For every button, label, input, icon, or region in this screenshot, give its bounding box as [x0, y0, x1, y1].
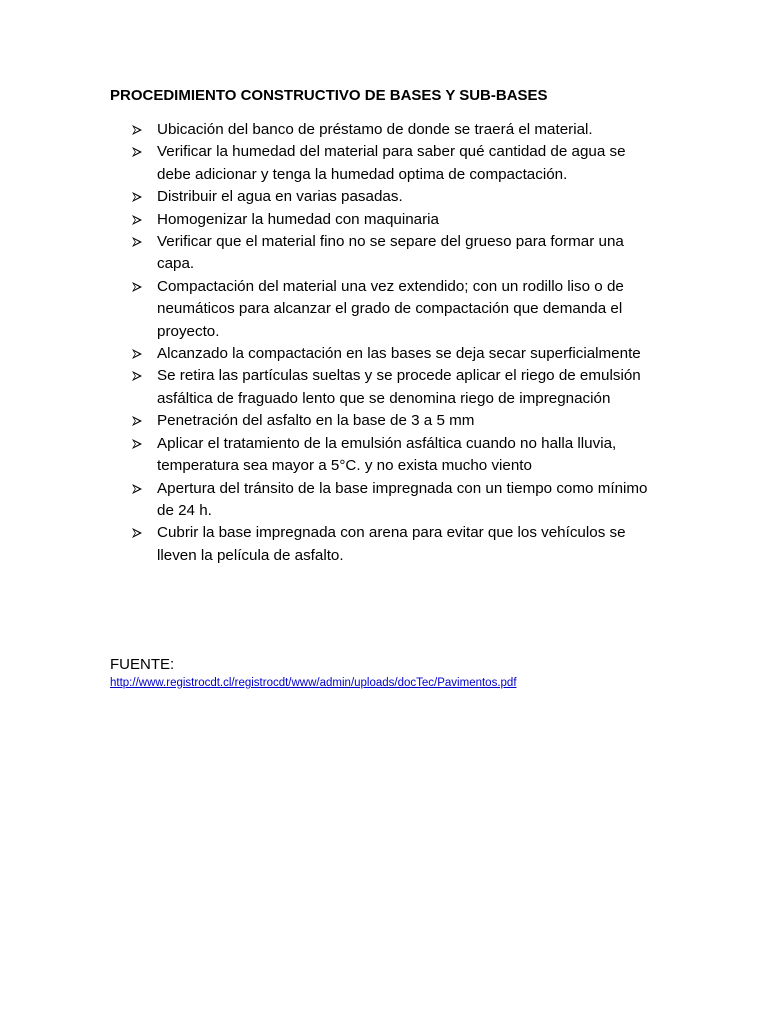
- source-label: FUENTE:: [110, 656, 175, 673]
- list-item-text: Compactación del material una vez extendido; con un rodillo liso o de neumáticos para alcanzar el grado de compactación que demanda el proyecto.: [157, 277, 624, 340]
- list-item: [131, 343, 651, 365]
- list-item: [131, 141, 651, 186]
- list-item: [131, 478, 651, 523]
- list-item-text: Homogenizar la humedad con maquinaria: [157, 210, 439, 228]
- list-item-text: Apertura del tránsito de la base impregnada con un tiempo como mínimo de 24 h.: [157, 479, 648, 519]
- arrowhead-bullet-icon: [131, 370, 143, 382]
- arrowhead-bullet-icon: [131, 191, 143, 203]
- list-item: [131, 209, 651, 231]
- document-title: PROCEDIMIENTO CONSTRUCTIVO DE BASES Y SUB-BASES: [110, 87, 548, 104]
- list-item-text: Verificar la humedad del material para saber qué cantidad de agua se debe adicionar y tenga la humedad optima de compactación.: [157, 143, 626, 183]
- arrowhead-bullet-icon: [131, 438, 143, 450]
- arrowhead-bullet-icon: [131, 281, 143, 293]
- list-item: [131, 276, 651, 343]
- list-item: [131, 522, 651, 567]
- list-item-text: Se retira las partículas sueltas y se procede aplicar el riego de emulsión asfáltica de fraguado lento que se denomina riego de impregnación: [157, 367, 641, 407]
- arrowhead-bullet-icon: [131, 348, 143, 360]
- list-item: [131, 410, 651, 432]
- list-item: [131, 365, 651, 410]
- source-link[interactable]: http://www.registrocdt.cl/registrocdt/www/admin/uploads/docTec/Pavimentos.pdf: [110, 677, 517, 689]
- list-item: [131, 433, 651, 478]
- list-item-text: Distribuir el agua en varias pasadas.: [157, 188, 403, 206]
- list-item-text: Verificar que el material fino no se separe del grueso para formar una capa.: [157, 233, 624, 273]
- list-item-text: Cubrir la base impregnada con arena para evitar que los vehículos se lleven la película de asfalto.: [157, 524, 626, 564]
- arrowhead-bullet-icon: [131, 527, 143, 539]
- arrowhead-bullet-icon: [131, 124, 143, 136]
- list-item: [131, 231, 651, 276]
- arrowhead-bullet-icon: [131, 236, 143, 248]
- list-item-text: Ubicación del banco de préstamo de donde se traerá el material.: [157, 121, 593, 138]
- arrowhead-bullet-icon: [131, 483, 143, 495]
- list-item: [131, 186, 651, 208]
- arrowhead-bullet-icon: [131, 146, 143, 158]
- list-item: [131, 119, 651, 141]
- list-item-text: Aplicar el tratamiento de la emulsión asfáltica cuando no halla lluvia, temperatura sea mayor a 5°C. y no exista mucho viento: [157, 434, 617, 475]
- arrowhead-bullet-icon: [131, 214, 143, 226]
- list-item-text: Penetración del asfalto en la base de 3 a 5 mm: [157, 412, 475, 430]
- arrowhead-bullet-icon: [131, 415, 143, 427]
- list-item-text: Alcanzado la compactación en las bases se deja secar superficialmente: [157, 345, 641, 363]
- procedure-list: [131, 119, 651, 567]
